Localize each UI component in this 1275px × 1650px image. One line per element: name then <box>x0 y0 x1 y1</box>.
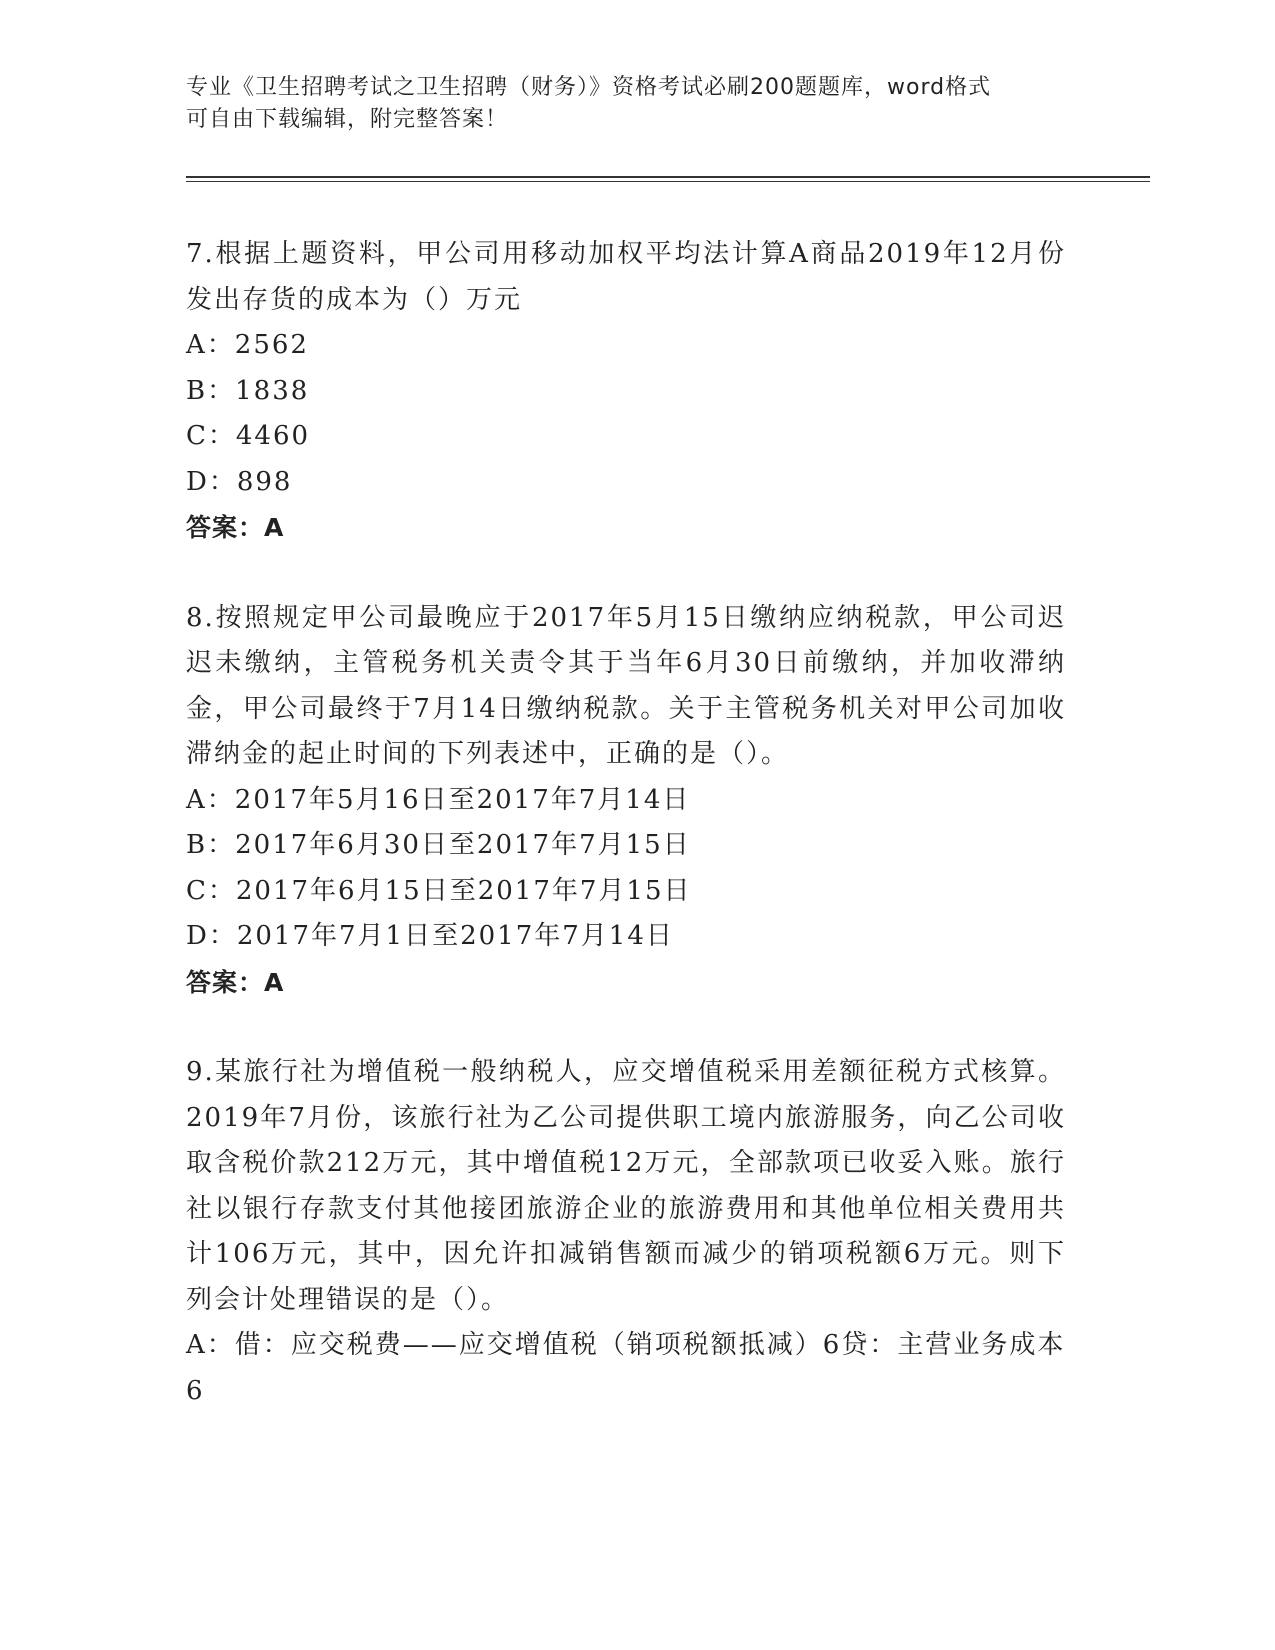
option-d: D：898 <box>186 466 293 497</box>
option-a: A：借：应交税费——应交增值税（销项税额抵减）6贷：主营业务成本6 <box>186 1330 1066 1406</box>
question-8 <box>186 596 1066 1006</box>
question-9 <box>186 1050 1066 1414</box>
answer-label: 答案：A <box>186 967 285 997</box>
option-b: B：2017年6月30日至2017年7月15日 <box>186 830 691 860</box>
option-c: C：4460 <box>186 421 311 451</box>
question-7 <box>186 232 1066 551</box>
option-d: D：2017年7月1日至2017年7月14日 <box>186 921 674 951</box>
option-c: C：2017年6月15日至2017年7月15日 <box>186 875 692 906</box>
option-a: A：2562 <box>186 330 309 360</box>
option-b: B：1838 <box>186 375 310 406</box>
header-line-2: 可自由下载编辑，附完整答案！ <box>186 107 509 132</box>
question-list <box>186 232 1066 1459</box>
header-divider <box>186 176 1150 182</box>
option-a: A：2017年5月16日至2017年7月14日 <box>186 784 691 815</box>
answer-label: 答案：A <box>186 513 285 542</box>
question-text: 8.按照规定甲公司最晚应于2017年5月15日缴纳应纳税款，甲公司迟迟未缴纳，主管税务机关责令其于当年6月30日前缴纳，并加收滞纳金，甲公司最终于7月14日缴纳税款。关于主管税务机关对甲公司加收滞纳金的起止时间的下列表述中，正确的是（）。 <box>186 602 1066 769</box>
question-text: 7.根据上题资料，甲公司用移动加权平均法计算A商品2019年12月份发出存货的成本为（）万元 <box>186 239 1066 315</box>
page-header <box>186 72 1066 136</box>
question-text: 9.某旅行社为增值税一般纳税人，应交增值税采用差额征税方式核算。2019年7月份，该旅行社为乙公司提供职工境内旅游服务，向乙公司收取含税价款212万元，其中增值税12万元，全部款项已收妥入账。旅行社以银行存款支付其他接团旅游企业的旅游费用和其他单位相关费用共计106万元，其中，因允许扣减销售额而减少的销项税额6万元。则下列会计处理错误的是（）。 <box>186 1057 1066 1315</box>
header-line-1: 专业《卫生招聘考试之卫生招聘（财务）》资格考试必刷200题题库，word格式 <box>186 75 992 100</box>
